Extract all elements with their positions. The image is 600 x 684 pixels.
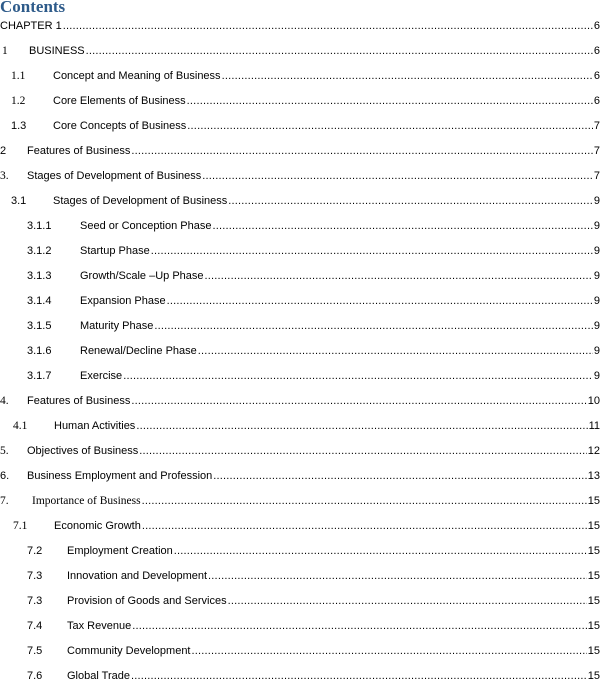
toc-entry-title: Innovation and Development — [67, 570, 208, 582]
toc-entry-6[interactable] — [0, 468, 600, 484]
toc-dot-leader — [212, 218, 592, 234]
toc-entry-page: 15 — [587, 570, 600, 582]
toc-entry-number: 5. — [0, 445, 9, 457]
toc-entry-page: 15 — [587, 620, 600, 632]
toc-entry-title: Maturity Phase — [80, 320, 154, 332]
toc-entry-1-1[interactable] — [0, 68, 600, 84]
toc-entry-title: Provision of Goods and Services — [67, 595, 227, 607]
toc-dot-leader — [63, 18, 593, 34]
toc-dot-leader — [139, 443, 586, 459]
toc-entry-page: 11 — [588, 420, 600, 432]
toc-dot-leader — [187, 118, 593, 134]
toc-entry-page: 7 — [593, 170, 600, 182]
toc-entry-number: 7.5 — [27, 645, 43, 657]
toc-dot-leader — [192, 643, 587, 659]
toc-entry-page: 9 — [593, 345, 600, 357]
toc-entry-title: Objectives of Business — [27, 445, 139, 457]
toc-entry-page: 15 — [587, 545, 600, 557]
toc-dot-leader — [202, 168, 593, 184]
toc-entry-3-1-3[interactable] — [0, 268, 600, 284]
toc-dot-leader — [151, 243, 593, 259]
toc-dot-leader — [123, 368, 593, 384]
toc-entry-page: 15 — [587, 645, 600, 657]
toc-entry-number: 3.1 — [11, 195, 27, 207]
toc-entry-title: Importance of Business — [32, 495, 141, 507]
toc-entry-title: Features of Business — [27, 145, 131, 157]
toc-entry-number: 3.1.4 — [27, 295, 52, 307]
toc-dot-leader — [205, 268, 593, 284]
toc-entry-page: 9 — [593, 245, 600, 257]
toc-entry-page: 6 — [593, 45, 600, 57]
toc-entry-number: 3. — [0, 170, 9, 182]
toc-entry-3-1[interactable] — [0, 193, 600, 209]
toc-entry-3-1-2[interactable] — [0, 243, 600, 259]
toc-entry-4[interactable] — [0, 393, 600, 409]
toc-entry-title: Stages of Development of Business — [53, 195, 228, 207]
toc-dot-leader — [213, 468, 586, 484]
toc-entry-number: 1.3 — [11, 120, 27, 132]
toc-entry-chapter-1[interactable] — [0, 18, 600, 34]
toc-entry-page: 15 — [587, 595, 600, 607]
toc-entry-number: 3.1.3 — [27, 270, 52, 282]
toc-entry-page: 6 — [593, 20, 600, 32]
toc-entry-page: 9 — [593, 270, 600, 282]
toc-entry-title: Concept and Meaning of Business — [53, 70, 221, 82]
toc-entry-3-1-7[interactable] — [0, 368, 600, 384]
toc-entry-title: Exercise — [80, 370, 123, 382]
toc-entry-title: Seed or Conception Phase — [80, 220, 212, 232]
toc-entry-number: 3.1.1 — [27, 220, 52, 232]
contents-heading: Contents — [0, 0, 66, 16]
toc-entry-page: 15 — [587, 520, 600, 532]
toc-dot-leader — [154, 318, 593, 334]
toc-entry-title: Expansion Phase — [80, 295, 166, 307]
toc-entry-title: Renewal/Decline Phase — [80, 345, 197, 357]
toc-entry-number: 3.1.5 — [27, 320, 52, 332]
toc-entry-number: 2 — [0, 145, 7, 157]
toc-entry-number: 3.1.7 — [27, 370, 52, 382]
toc-dot-leader — [131, 143, 593, 159]
toc-entry-2[interactable] — [0, 143, 600, 159]
toc-entry-7-4[interactable] — [0, 618, 600, 634]
toc-entry-page: 15 — [587, 670, 600, 682]
toc-entry-7-2[interactable] — [0, 543, 600, 559]
toc-entry-title: Community Development — [67, 645, 191, 657]
toc-entry-number: 7.4 — [27, 620, 43, 632]
toc-entry-number: 7.3 — [27, 595, 43, 607]
toc-dot-leader — [136, 418, 587, 434]
toc-entry-number: 4. — [0, 395, 9, 407]
toc-entry-page: 6 — [593, 70, 600, 82]
toc-entry-number: 1.1 — [11, 70, 26, 82]
toc-entry-title: Employment Creation — [67, 545, 173, 557]
toc-entry-7-3[interactable] — [0, 568, 600, 584]
toc-entry-3[interactable] — [0, 168, 600, 184]
toc-entry-number: 7.3 — [27, 570, 43, 582]
toc-entry-title: Features of Business — [27, 395, 131, 407]
toc-entry-3-1-6[interactable] — [0, 343, 600, 359]
toc-dot-leader — [142, 493, 587, 509]
toc-entry-title: CHAPTER 1 — [0, 20, 62, 32]
toc-entry-title: Stages of Development of Business — [27, 170, 202, 182]
toc-entry-page: 10 — [587, 395, 600, 407]
toc-entry-page: 6 — [593, 95, 600, 107]
toc-dot-leader — [86, 43, 593, 59]
toc-entry-page: 9 — [593, 220, 600, 232]
toc-dot-leader — [131, 393, 586, 409]
toc-entry-page: 7 — [593, 120, 600, 132]
toc-entry-number: 1.2 — [11, 95, 26, 107]
toc-entry-title: Business Employment and Profession — [27, 470, 213, 482]
toc-entry-number: 7.1 — [13, 520, 28, 532]
toc-entry-title: Tax Revenue — [67, 620, 132, 632]
toc-entry-title: Growth/Scale –Up Phase — [80, 270, 204, 282]
toc-entry-title: Core Elements of Business — [53, 95, 186, 107]
toc-entry-1[interactable] — [0, 43, 600, 59]
toc-entry-number: 3.1.6 — [27, 345, 52, 357]
toc-entry-7-1[interactable] — [0, 518, 600, 534]
toc-entry-title: Startup Phase — [80, 245, 150, 257]
toc-entry-5[interactable] — [0, 443, 600, 459]
toc-entry-page: 9 — [593, 195, 600, 207]
toc-entry-page: 15 — [587, 495, 600, 507]
toc-entry-number: 6. — [0, 470, 10, 482]
toc-entry-7-6[interactable] — [0, 668, 600, 684]
toc-entry-page: 9 — [593, 370, 600, 382]
toc-dot-leader — [142, 518, 587, 534]
toc-entry-page: 13 — [587, 470, 600, 482]
toc-entry-title: BUSINESS — [29, 45, 85, 57]
toc-entry-number: 7.2 — [27, 545, 43, 557]
toc-entry-3-1-5[interactable] — [0, 318, 600, 334]
toc-entry-title: Core Concepts of Business — [53, 120, 187, 132]
toc-entry-number: 3.1.2 — [27, 245, 52, 257]
toc-entry-4-1[interactable] — [0, 418, 600, 434]
toc-entry-1-2[interactable] — [0, 93, 600, 109]
toc-entry-number: 7.6 — [27, 670, 43, 682]
toc-dot-leader — [132, 618, 587, 634]
toc-entry-page: 9 — [593, 295, 600, 307]
toc-entry-3-1-1[interactable] — [0, 218, 600, 234]
toc-entry-title: Economic Growth — [54, 520, 141, 532]
toc-entry-number: 1 — [2, 45, 8, 57]
toc-dot-leader — [131, 668, 587, 684]
toc-dot-leader — [228, 593, 587, 609]
toc-entry-number: 4.1 — [13, 420, 28, 432]
toc-entry-1-3[interactable] — [0, 118, 600, 134]
toc-entry-number: 7. — [0, 495, 9, 507]
toc-entry-7-5[interactable] — [0, 643, 600, 659]
toc-dot-leader — [167, 293, 593, 309]
toc-entry-page: 7 — [593, 145, 600, 157]
toc-dot-leader — [222, 68, 593, 84]
toc-entry-page: 12 — [587, 445, 600, 457]
toc-dot-leader — [187, 93, 593, 109]
toc-dot-leader — [208, 568, 587, 584]
toc-entry-page: 9 — [593, 320, 600, 332]
toc-dot-leader — [174, 543, 587, 559]
toc-entry-title: Global Trade — [67, 670, 130, 682]
toc-entry-7-3b[interactable] — [0, 593, 600, 609]
toc-entry-7[interactable] — [0, 493, 600, 509]
toc-entry-title: Human Activities — [54, 420, 136, 432]
toc-entry-3-1-4[interactable] — [0, 293, 600, 309]
toc-dot-leader — [198, 343, 593, 359]
toc-dot-leader — [228, 193, 593, 209]
